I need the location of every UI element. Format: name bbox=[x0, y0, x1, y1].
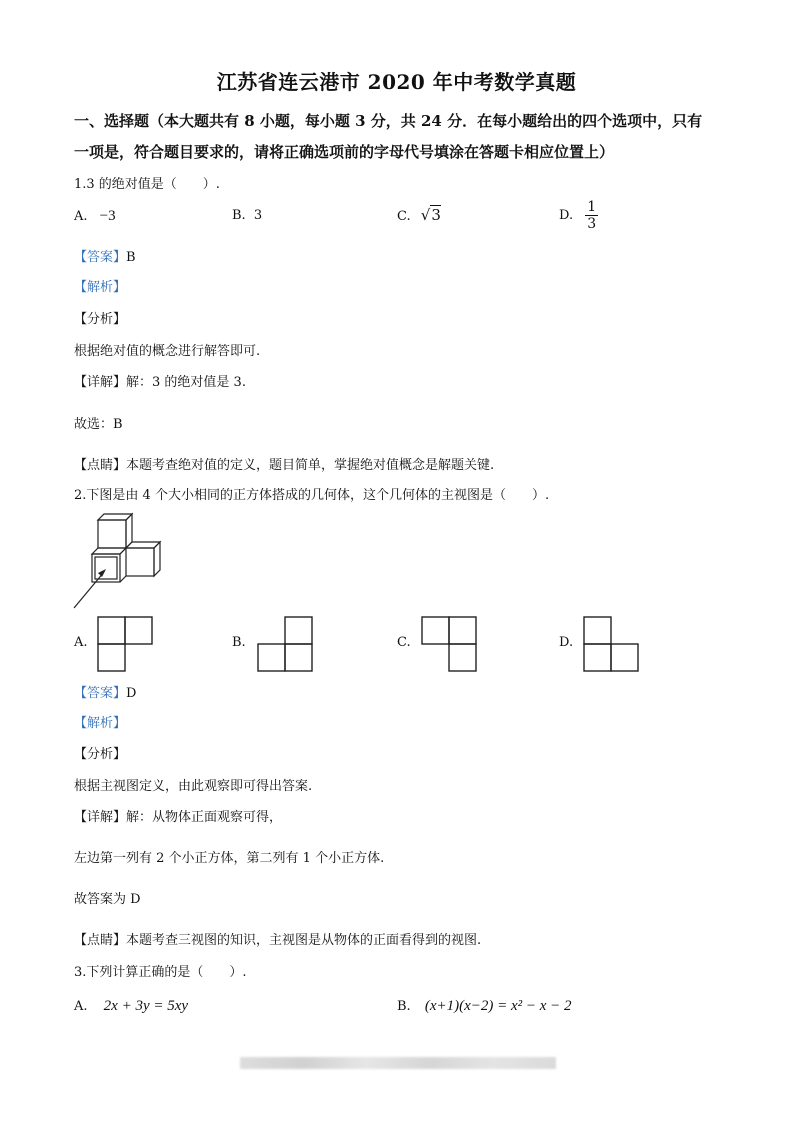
q1-fenxi-text: 根据绝对值的概念进行解答即可. bbox=[74, 344, 261, 359]
answer-value: B bbox=[126, 250, 136, 265]
q2-answer bbox=[74, 682, 136, 701]
answer-value: D bbox=[126, 686, 137, 701]
q3-stem: 3.下列计算正确的是（ ）. bbox=[74, 965, 247, 980]
detail-tag: 【详解】 bbox=[74, 375, 127, 390]
q1-analysis-tag: 【解析】 bbox=[74, 280, 127, 295]
fraction bbox=[585, 199, 598, 232]
q1-option-d-label: D. bbox=[559, 208, 574, 223]
answer-tag: 【答案】 bbox=[74, 250, 127, 265]
q1-option-c-value: 3 bbox=[431, 206, 441, 224]
q1-option-c-label: C. bbox=[397, 209, 411, 224]
q2-choose: 故答案为 D bbox=[74, 892, 141, 907]
q3-option-b bbox=[397, 998, 572, 1015]
detail-text: 解：从物体正面观察可得， bbox=[126, 810, 283, 825]
detail-tag: 【详解】 bbox=[74, 810, 127, 825]
sqrt-symbol: √3 bbox=[420, 206, 441, 224]
q1-detail bbox=[74, 371, 246, 390]
q1-choose: 故选：B bbox=[74, 417, 123, 432]
q1-option-a-label: A. bbox=[74, 209, 88, 224]
q2-option-c-figure bbox=[421, 616, 479, 672]
q1-option-a bbox=[74, 208, 116, 225]
q1-option-a-value: −3 bbox=[99, 208, 116, 224]
q3-option-b-expr: (x+1)(x−2) = x² − x − 2 bbox=[424, 998, 572, 1014]
q2-option-b-figure bbox=[257, 616, 315, 672]
q3-option-a-label: A. bbox=[74, 999, 88, 1014]
q2-option-d-label: D. bbox=[559, 635, 574, 650]
q1-option-d bbox=[559, 199, 598, 232]
q3-option-a-expr: 2x + 3y = 5xy bbox=[103, 998, 189, 1014]
q3-option-b-label: B. bbox=[397, 999, 411, 1014]
page-title: 江苏省连云港市 2020 年中考数学真题 bbox=[216, 70, 577, 94]
q1-option-b bbox=[232, 208, 262, 223]
q2-stem: 2.下图是由 4 个大小相同的正方体搭成的几何体，这个几何体的主视图是（ ）. bbox=[74, 488, 550, 503]
q2-fenxi-tag: 【分析】 bbox=[74, 747, 127, 762]
note-tag: 【点睛】 bbox=[74, 458, 127, 473]
cube-stack-figure bbox=[68, 512, 168, 612]
q2-detail bbox=[74, 806, 282, 825]
fraction-numerator: 1 bbox=[587, 199, 597, 215]
q1-note bbox=[74, 454, 494, 473]
q2-detail-line2: 左边第一列有 2 个小正方体，第二列有 1 个小正方体. bbox=[74, 851, 385, 866]
fraction-denominator: 3 bbox=[587, 216, 597, 232]
q3-option-a bbox=[74, 998, 188, 1015]
q2-option-a-figure bbox=[97, 616, 155, 672]
note-text: 本题考查三视图的知识，主视图是从物体的正面看得到的视图. bbox=[126, 933, 482, 948]
q2-analysis-tag: 【解析】 bbox=[74, 716, 127, 731]
q1-option-b-label: B. bbox=[232, 208, 246, 223]
note-text: 本题考查绝对值的定义，题目简单，掌握绝对值概念是解题关键. bbox=[126, 458, 495, 473]
q2-option-b-label: B. bbox=[232, 635, 246, 650]
q2-option-c-label: C. bbox=[397, 635, 411, 650]
q2-note bbox=[74, 929, 481, 948]
section-heading-line2: 一项是，符合题目要求的，请将正确选项前的字母代号填涂在答题卡相应位置上） bbox=[74, 143, 615, 161]
answer-tag: 【答案】 bbox=[74, 686, 127, 701]
q1-fenxi-tag: 【分析】 bbox=[74, 312, 127, 327]
q1-option-c bbox=[397, 206, 441, 224]
note-tag: 【点睛】 bbox=[74, 933, 127, 948]
q1-answer bbox=[74, 246, 136, 265]
q1-stem: 1.3 的绝对值是（ ）. bbox=[74, 177, 220, 192]
q2-option-d-figure bbox=[583, 616, 641, 672]
q1-option-b-value: 3 bbox=[253, 208, 263, 223]
detail-text: 解：3 的绝对值是 3. bbox=[126, 375, 246, 390]
section-heading-line1: 一、选择题（本大题共有 8 小题，每小题 3 分，共 24 分．在每小题给出的四个选项中，只有 bbox=[74, 112, 703, 130]
q2-option-a-label: A. bbox=[74, 635, 88, 650]
blurred-footer-watermark bbox=[240, 1057, 556, 1069]
q2-fenxi-text: 根据主视图定义，由此观察即可得出答案. bbox=[74, 779, 313, 794]
